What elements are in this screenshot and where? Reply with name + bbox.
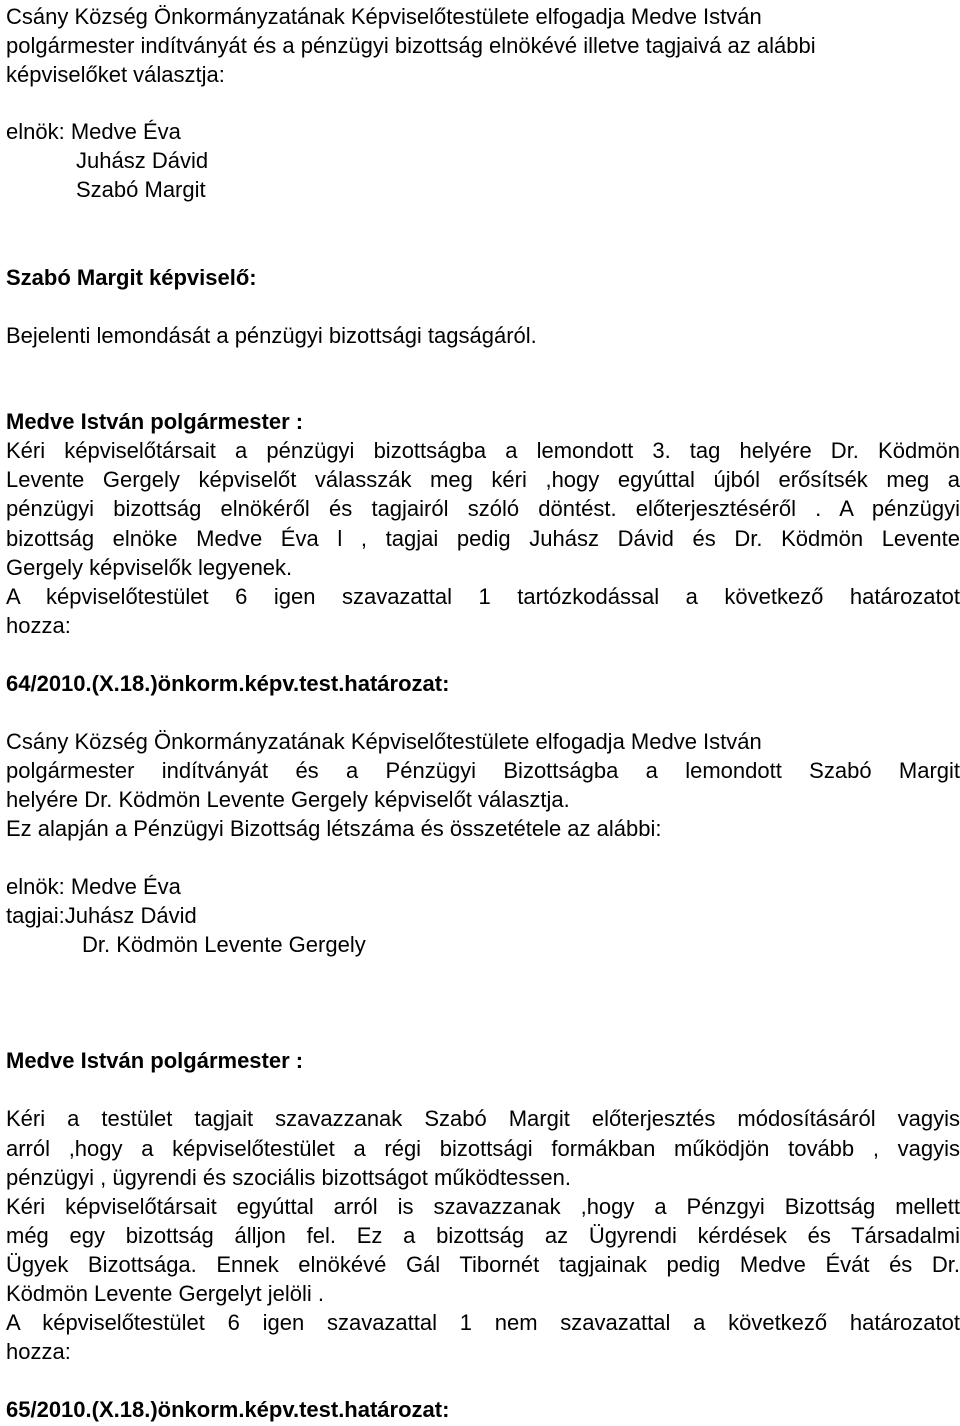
- heading-line: Szabó Margit képviselő:: [6, 265, 257, 290]
- text-line: bizottság elnöke Medve Éva l , tagjai pedig Juhász Dávid és Dr. Ködmön Levente: [6, 526, 960, 551]
- text-line: Bejelenti lemondását a pénzügyi bizottsági tagságáról.: [6, 323, 537, 348]
- text-line: A képviselőtestület 6 igen szavazattal 1 nem szavazattal a következő határozatot: [6, 1310, 960, 1335]
- text-line: Dr. Ködmön Levente Gergely: [82, 932, 366, 957]
- text-line: hozza:: [6, 1339, 71, 1364]
- text-line: pénzügyi , ügyrendi és szociális bizottságot működtessen.: [6, 1165, 571, 1190]
- text-line: tagjai:Juhász Dávid: [6, 903, 197, 928]
- text-line: Levente Gergely képviselőt válasszák meg kéri ,hogy egyúttal újból erősítsék meg a: [6, 467, 960, 492]
- text-line: Ködmön Levente Gergelyt jelöli .: [6, 1281, 324, 1306]
- text-line: Csány Község Önkormányzatának Képviselőtestülete elfogadja Medve István: [6, 4, 762, 29]
- text-line: Juhász Dávid: [76, 148, 209, 173]
- text-line: A képviselőtestület 6 igen szavazattal 1 tartózkodással a következő határozatot: [6, 584, 960, 609]
- text-line: polgármester indítványát és a pénzügyi bizottság elnökévé illetve tagjaivá az alábbi: [6, 33, 816, 58]
- text-line: Csány Község Önkormányzatának Képviselőtestülete elfogadja Medve István: [6, 729, 762, 754]
- text-line: arról ,hogy a képviselőtestület a régi bizottsági formákban működjön tovább , vagyis: [6, 1136, 960, 1161]
- text-line: elnök: Medve Éva: [6, 119, 181, 144]
- text-line: polgármester indítványát és a Pénzügyi Bizottságba a lemondott Szabó Margit: [6, 758, 960, 783]
- text-line: Kéri a testület tagjait szavazzanak Szabó Margit előterjesztés módosításáról vagyis: [6, 1106, 960, 1131]
- text-line: Ez alapján a Pénzügyi Bizottság létszáma és összetétele az alábbi:: [6, 816, 662, 841]
- text-line: elnök: Medve Éva: [6, 874, 181, 899]
- text-line: Gergely képviselők legyenek.: [6, 555, 293, 580]
- text-line: még egy bizottság álljon fel. Ez a bizottság az Ügyrendi kérdések és Társadalmi: [6, 1223, 960, 1248]
- text-line: Ügyek Bizottsága. Ennek elnökévé Gál Tibornét tagjainak pedig Medve Évát és Dr.: [6, 1252, 960, 1277]
- text-line: képviselőket választja:: [6, 62, 225, 87]
- heading-line: 64/2010.(X.18.)önkorm.képv.test.határozat:: [6, 671, 450, 696]
- text-line: Kéri képviselőtársait a pénzügyi bizottságba a lemondott 3. tag helyére Dr. Ködmön: [6, 438, 960, 463]
- text-line: hozza:: [6, 613, 71, 638]
- heading-line: 65/2010.(X.18.)önkorm.képv.test.határozat:: [6, 1397, 450, 1422]
- text-line: Szabó Margit: [76, 177, 206, 202]
- text-line: Kéri képviselőtársait egyúttal arról is szavazzanak ,hogy a Pénzgyi Bizottság mellett: [6, 1194, 960, 1219]
- text-line: pénzügyi bizottság elnökéről és tagjairól szóló döntést. előterjesztéséről . A pénzügyi: [6, 496, 960, 521]
- heading-line: Medve István polgármester :: [6, 409, 304, 434]
- text-line: helyére Dr. Ködmön Levente Gergely képviselőt választja.: [6, 787, 570, 812]
- heading-line: Medve István polgármester :: [6, 1048, 304, 1073]
